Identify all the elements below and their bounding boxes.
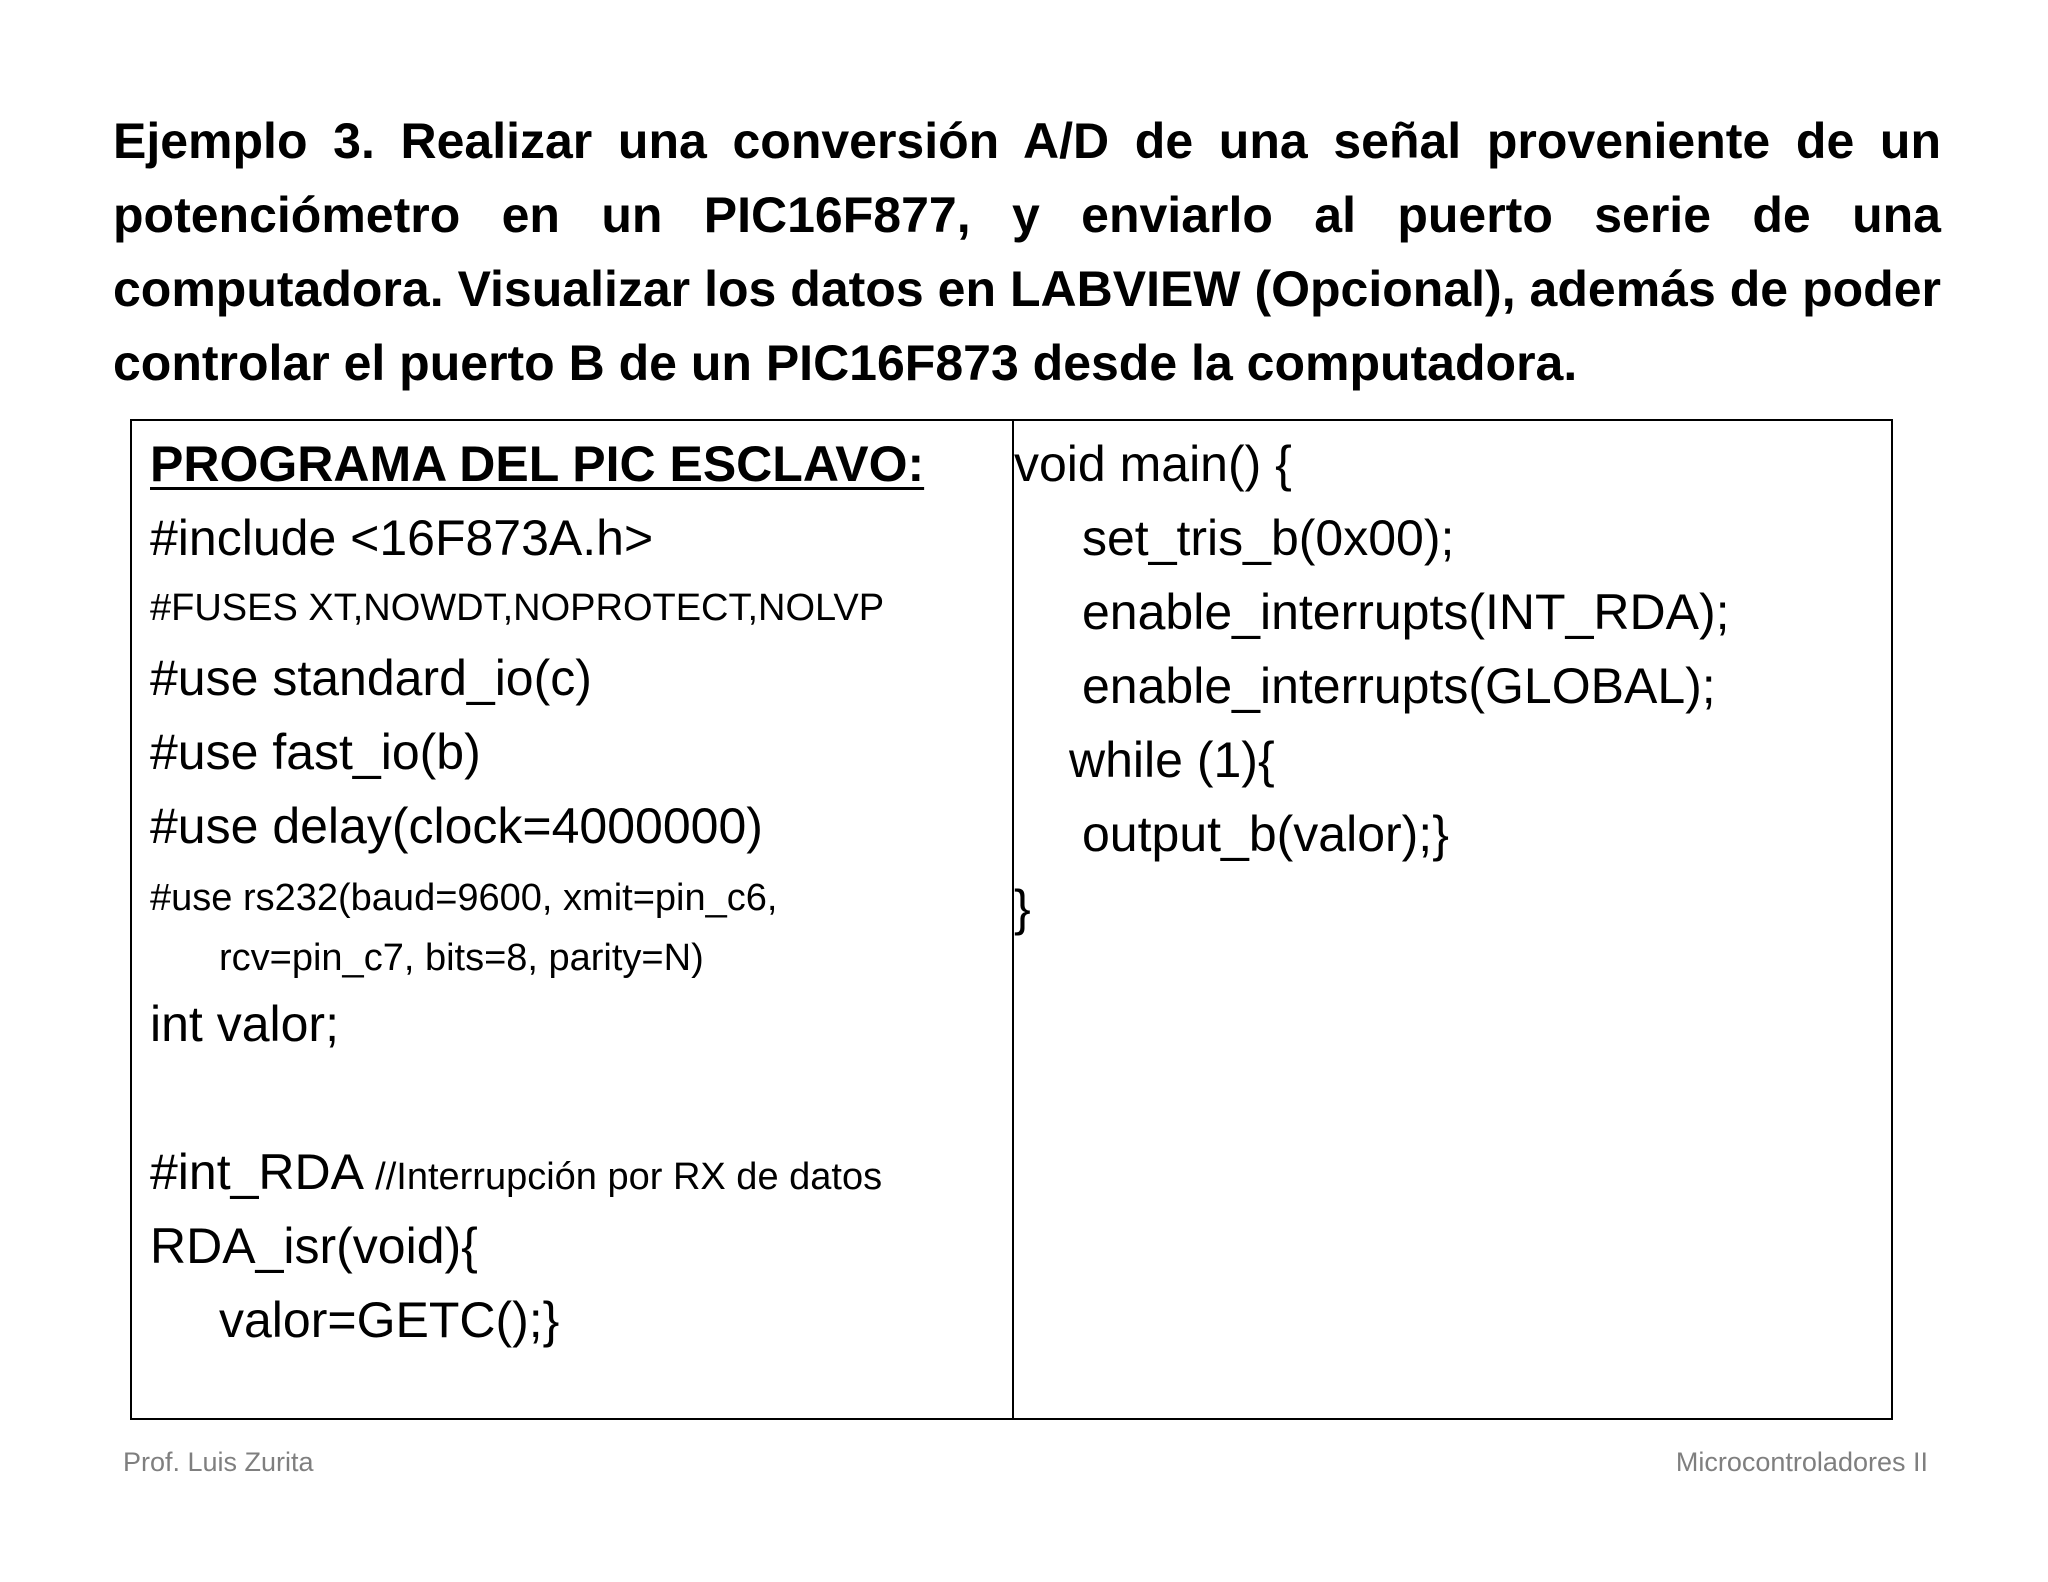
code-set-tris-b: set_tris_b(0x00); xyxy=(1082,510,1455,566)
code-box xyxy=(130,419,1893,1420)
code-use-delay: #use delay(clock=4000000) xyxy=(150,798,763,854)
code-int-rda-comment: //Interrupción por RX de datos xyxy=(375,1156,883,1198)
code-use-standard-io: #use standard_io(c) xyxy=(150,650,592,706)
code-getc: valor=GETC();} xyxy=(219,1292,560,1348)
code-int-rda-line xyxy=(150,1143,882,1201)
code-use-rs232-line2: rcv=pin_c7, bits=8, parity=N) xyxy=(219,937,704,979)
code-closing-brace: } xyxy=(1014,880,1031,936)
code-int-valor: int valor; xyxy=(150,996,339,1052)
code-while: while (1){ xyxy=(1069,732,1275,788)
code-enable-global: enable_interrupts(GLOBAL); xyxy=(1082,658,1716,714)
code-enable-int-rda: enable_interrupts(INT_RDA); xyxy=(1082,584,1730,640)
footer-author: Prof. Luis Zurita xyxy=(123,1447,314,1477)
footer-course: Microcontroladores II xyxy=(1675,1447,1928,1477)
code-include: #include <16F873A.h> xyxy=(150,510,654,566)
code-void-main: void main() { xyxy=(1014,436,1292,492)
slide-title: Ejemplo 3. Realizar una conversión A/D de una señal proveniente de un potenciómetro en un PIC16F877, y enviarlo al puerto serie de una computadora. Visualizar los datos en LABVIEW (Opcional), además de poder controlar el puerto B de un PIC16F873 desde la computadora. xyxy=(113,113,1941,391)
code-fuses: #FUSES XT,NOWDT,NOPROTECT,NOLVP xyxy=(150,587,885,629)
code-use-rs232-line1: #use rs232(baud=9600, xmit=pin_c6, xyxy=(150,877,778,919)
code-rda-isr: RDA_isr(void){ xyxy=(150,1218,478,1274)
code-int-rda: #int_RDA xyxy=(150,1144,362,1200)
program-heading: PROGRAMA DEL PIC ESCLAVO: xyxy=(150,436,925,492)
code-output-b: output_b(valor);} xyxy=(1082,806,1449,862)
code-use-fast-io: #use fast_io(b) xyxy=(150,724,481,780)
